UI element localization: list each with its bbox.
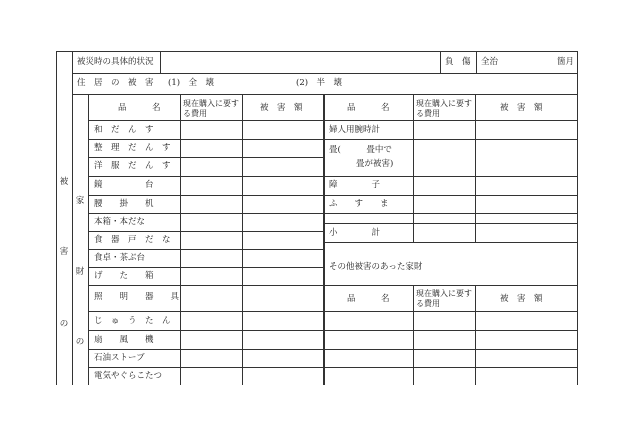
side-outer-2: 害 [59,247,69,257]
row1-divider-c [476,51,477,73]
house-option-half: (2) 半 壊 [296,78,343,88]
right-lower-header-item: 品 名 [347,294,390,304]
divider-side-inner [88,94,89,385]
right-col-cost-div-top [413,94,414,242]
row2-bottom [72,94,578,95]
house-damage-label: 住 居 の 被 害 [77,78,154,88]
left-item-12: 扇 風 機 [94,335,154,345]
left-item-4: 鏡 台 [94,180,154,190]
border-left [56,51,57,385]
row1-bottom [72,73,578,74]
left-item-3: 洋 服 だ ん す [94,161,171,171]
left-item-8: 食卓・茶ぶ台 [94,253,146,263]
left-header-cost: 現在購入に要する費用 [183,99,239,118]
right-header-cost: 現在購入に要する費用 [416,99,472,118]
left-item-6: 本箱・本だな [94,217,146,227]
right-item-tatami-2: 畳が被害) [356,159,394,169]
recovery-label: 全治 [481,57,499,67]
months-label: 箇月 [557,57,575,67]
house-option-full: (1) 全 壊 [168,78,215,88]
right-header-bottom [324,120,578,121]
right-col-cost-div-bot [413,285,414,385]
border-right-main [577,94,578,285]
right-item-fusuma: ふ す ま [329,199,389,209]
right-col-damage-div-bot [475,285,476,385]
left-item-2: 整 理 だ ん す [94,143,171,153]
right-item-shoji: 障 子 [329,180,381,190]
divider-side-outer [72,51,73,385]
right-lower-header-cost: 現在購入に要する費用 [416,289,472,308]
right-header-damage: 被 害 額 [500,103,543,113]
left-col-cost-div [180,94,181,385]
situation-label: 被災時の具体的状況 [77,57,154,67]
left-item-11: じ ゅ う た ん [94,316,171,326]
row1-divider-a [160,51,161,73]
left-item-9: げ た 箱 [94,271,154,281]
damage-report-form [56,51,578,385]
side-outer-3: の [59,319,69,329]
border-right-mid [577,73,578,94]
right-other-label: その他被害のあった家財 [329,262,423,272]
left-item-7: 食 器 戸 だ な [94,235,171,245]
side-outer-1: 被 [59,177,69,187]
side-inner-2: 財 [75,267,85,277]
side-inner-3: の [75,337,85,347]
border-right-lower [577,285,578,385]
border-right-top [577,51,578,73]
left-item-1: 和 だ ん す [94,125,154,135]
right-lower-header-damage: 被 害 額 [500,294,543,304]
right-item-watch: 婦人用腕時計 [329,125,381,135]
center-divider-2 [324,94,325,385]
right-item-tatami-1: 畳( 畳中で [329,145,392,155]
border-top [56,51,578,52]
left-item-10: 照 明 器 具 [94,292,180,302]
row1-divider-b [440,51,441,73]
left-item-13: 石油ストーブ [94,353,145,363]
right-item-subtotal: 小 計 [329,228,381,238]
side-inner-1: 家 [75,196,85,206]
left-header-damage: 被 害 額 [260,103,303,113]
left-item-14: 電気やぐらこたつ [94,371,163,381]
left-item-5: 腰 掛 机 [94,199,154,209]
right-header-item: 品 名 [347,103,390,113]
right-col-damage-div-top [475,94,476,242]
injury-label: 負 傷 [445,57,471,67]
left-header-item: 品 名 [118,103,161,113]
left-col-damage-div [242,94,243,385]
left-header-bottom [88,120,324,121]
